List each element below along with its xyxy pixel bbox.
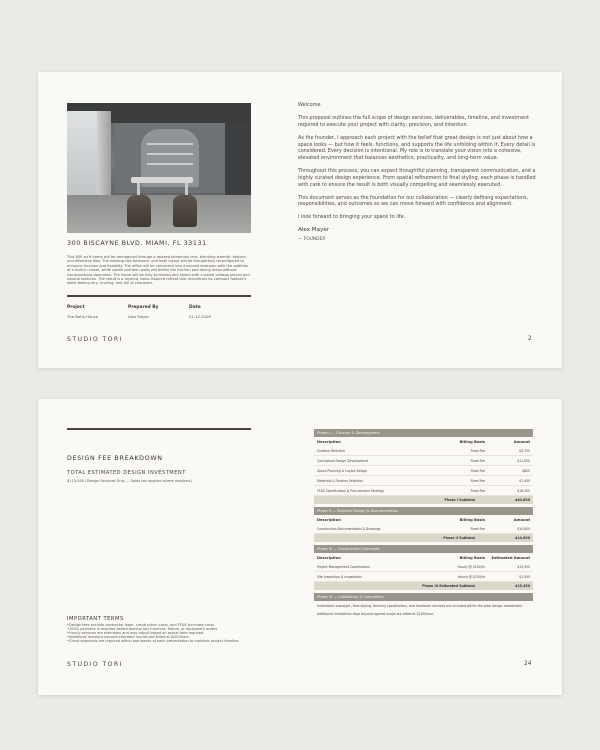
letter-paragraph: This proposal outlines the full scope of design services, deliverables, timeline, and investment required to execute your project with clarity, precision, and intention. xyxy=(298,115,530,128)
row-description: Site Inspection & Inspections xyxy=(317,574,362,579)
row-billing: Hourly @ $200/hr xyxy=(457,564,485,569)
table-row xyxy=(314,456,533,466)
table-header xyxy=(314,437,533,446)
terms-item: • Hourly services are estimates and may adjust based on actual time required. xyxy=(67,632,287,636)
terms-item: • Client approvals are required within two weeks of each presentation to maintain project timeline. xyxy=(67,640,287,644)
table-row xyxy=(314,562,533,572)
letter-closing: I look forward to bringing your space to life. xyxy=(298,214,406,221)
divider xyxy=(67,295,251,297)
row-billing: Fixed Fee xyxy=(470,488,485,493)
meta-project xyxy=(67,305,98,319)
table-header xyxy=(314,553,533,562)
subtotal-label: Phase III Estimated Subtotal xyxy=(422,584,475,588)
row-billing: Hourly @ $200/hr xyxy=(457,574,485,579)
fee-breakdown-title: DESIGN FEE BREAKDOWN xyxy=(67,455,163,462)
table-row xyxy=(314,476,533,486)
col-billing: Billing Basis xyxy=(459,555,485,560)
row-amount: $3,700 xyxy=(519,448,530,453)
row-description: Construction Documentation & Drawings xyxy=(317,526,381,531)
col-amount: Amount xyxy=(513,517,530,522)
row-description: Space Planning & Layout Design xyxy=(317,468,368,473)
meta-project-value: The Boho House xyxy=(67,314,99,319)
phase-header: Phase II — Detailed Design & Documentation xyxy=(314,507,533,515)
letter-paragraph: Throughout this process, you can expect thoughtful planning, transparent communication, and a highly curated design experience. From spatial refinement to final styling, each phase is handled with care to ensure the result is both visually compelling and seamlessly executed. xyxy=(298,168,536,188)
subtotal-value: $14,800 xyxy=(514,536,530,540)
letter-paragraph: This document serves as the foundation for our collaboration — clearly defining expectations, responsibilities, and outcomes so we can move forward with confidence and alignment. xyxy=(298,194,529,208)
col-billing: Billing Basis xyxy=(459,517,485,522)
phase-four-line: Installation oversight, final styling, delivery coordination, and handover services are included within the total design investment. xyxy=(317,604,523,608)
divider xyxy=(67,428,251,430)
subtotal-value: $40,800 xyxy=(514,498,530,502)
meta-prepared-by xyxy=(128,305,159,319)
row-amount: $13,950 xyxy=(517,564,530,569)
row-description: Conceptual Design Development xyxy=(317,458,368,463)
row-description: Creative Direction xyxy=(317,448,345,453)
welcome-letter xyxy=(298,102,536,244)
row-amount: $11,000 xyxy=(517,458,530,463)
subtotal-label: Phase I Subtotal xyxy=(444,498,475,502)
signature-name: Alex Mayer xyxy=(298,227,330,234)
studio-brand: STUDIO TORI xyxy=(67,336,123,343)
studio-brand: STUDIO TORI xyxy=(67,661,123,668)
table-row xyxy=(314,572,533,582)
phase-subtotal xyxy=(314,582,533,590)
page-number: 2 xyxy=(528,336,532,342)
col-amount: Amount xyxy=(513,439,530,444)
meta-date-label: Date xyxy=(189,305,201,310)
table-row xyxy=(314,486,533,496)
letter-greeting: Welcome. xyxy=(298,102,322,108)
terms-item: • Additional revisions beyond allocated rounds are billed at $200/hour. xyxy=(67,636,287,640)
meta-date-value: 01.12.2026 xyxy=(189,314,211,319)
fee-breakdown-subtitle: TOTAL ESTIMATED DESIGN INVESTMENT xyxy=(67,470,186,476)
project-address: 300 BISCAYNE BLVD. MIAMI, FL 33131 xyxy=(67,240,207,247)
interior-photo xyxy=(67,103,251,233)
row-amount: $800 xyxy=(522,468,530,473)
table-row xyxy=(314,524,533,534)
project-description: This 800 sq ft home will be reimagined through a relaxed bohemian lens, blending warmth, texture, and effortless flow. The existing two bedroom, one bath layout will be thoughtfully reconfigured to enhance function and livability. The office will be converted into a second bedroom with the addition of a built-in closet, while subtle partition walls will define the kitchen and dining areas without compromising openness. The home will be fully furnished and styled with curated vintage pieces and natural textures. The result is a layered, boho-inspired retreat that maximizes its compact footprint while feeling airy, inviting, and full of character. xyxy=(67,255,250,286)
subtotal-value: $15,450 xyxy=(514,584,530,588)
row-description: Materials & Finishes Selection xyxy=(317,478,364,483)
col-amount: Estimated Amount xyxy=(491,555,530,560)
meta-prepared-label: Prepared By xyxy=(128,305,159,310)
col-billing: Billing Basis xyxy=(459,439,485,444)
row-amount: $1,500 xyxy=(519,574,530,579)
terms-title: IMPORTANT TERMS xyxy=(67,616,124,622)
proposal-page-fees xyxy=(38,399,562,695)
phase-header: Phase IV — Installation & Completion xyxy=(314,593,533,601)
row-billing: Fixed Fee xyxy=(470,448,485,453)
meta-date xyxy=(189,305,211,319)
table-header xyxy=(314,515,533,524)
terms-item: • 100% payment is required before placing any furniture, fixture, or equipment orders. xyxy=(67,628,287,632)
row-amount: $7,400 xyxy=(519,478,530,483)
signature-role: — FOUNDER xyxy=(298,237,326,243)
row-amount: $18,500 xyxy=(517,488,530,493)
phase-four-line: Additional installation days beyond agreed scope are billed at $200/hour. xyxy=(317,612,434,616)
row-billing: Fixed Fee xyxy=(470,458,485,463)
phase-header: Phase III — Construction Oversight xyxy=(314,545,533,553)
phase-subtotal xyxy=(314,496,533,504)
subtotal-label: Phase II Subtotal xyxy=(443,536,475,540)
meta-prepared-value: Alex Mayer xyxy=(128,314,150,319)
phase-four-notes xyxy=(314,601,533,617)
terms-list xyxy=(67,624,287,644)
row-description: FF&E Specification & Procurement Strategy xyxy=(317,488,385,493)
table-row xyxy=(314,446,533,456)
proposal-page-welcome xyxy=(38,72,562,368)
col-description: Description xyxy=(317,439,341,444)
table-row xyxy=(314,466,533,476)
terms-item: • Design fees exclude contractor labor, construction costs, and FF&E purchase costs. xyxy=(67,624,287,628)
row-amount: $14,800 xyxy=(517,526,530,531)
row-billing: Fixed Fee xyxy=(470,526,485,531)
row-billing: Fixed Fee xyxy=(470,468,485,473)
row-description: Project Management Coordination xyxy=(317,564,370,569)
phase-header: Phase I — Concept & Development xyxy=(314,429,533,437)
row-billing: Fixed Fee xyxy=(470,478,485,483)
page-number: 24 xyxy=(524,661,532,667)
phase-subtotal xyxy=(314,534,533,542)
fee-breakdown-note: $115,000 (Design Services Only — Sales tax applied where required.) xyxy=(67,479,193,483)
fee-tables xyxy=(314,429,533,620)
col-description: Description xyxy=(317,555,341,560)
meta-project-label: Project xyxy=(67,305,85,310)
letter-paragraph: As the founder, I approach each project with the belief that great design is not just about how a space looks — but how it feels, functions, and supports the life unfolding within it. Every detail is considered. Every decision is intentional. My role is to translate your vision into a cohesive, elevated environment that balances aesthetics, practicality, and long-term value. xyxy=(298,134,536,161)
col-description: Description xyxy=(317,517,341,522)
